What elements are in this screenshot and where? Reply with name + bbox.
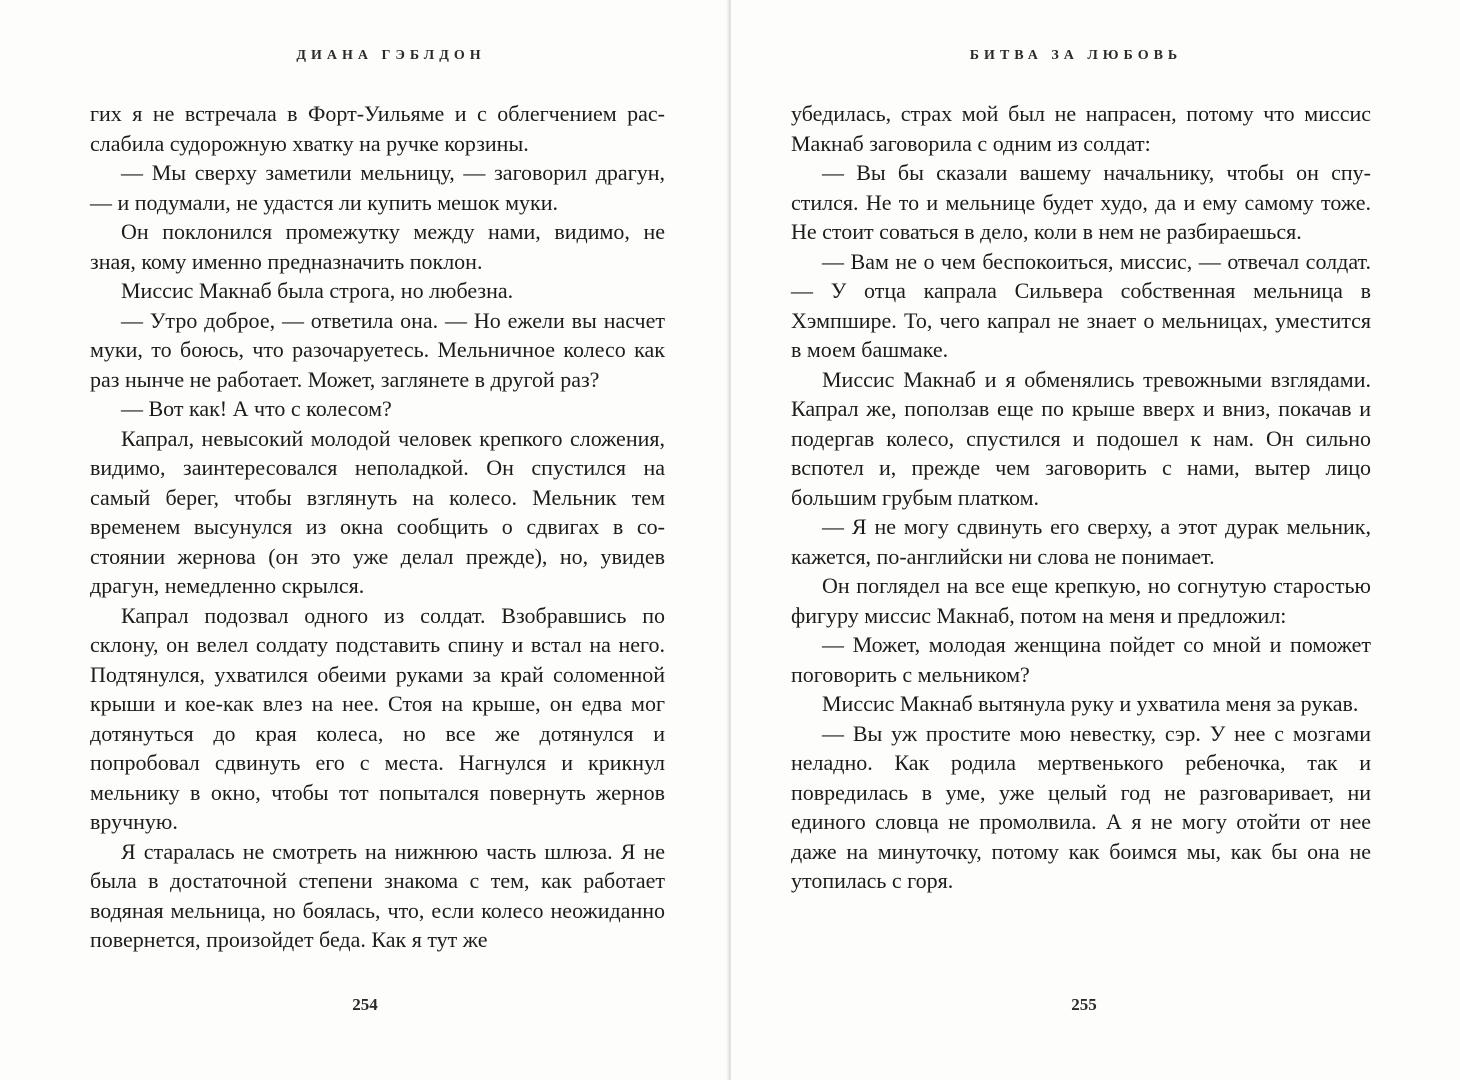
paragraph: Миссис Макнаб была строга, но любезна. [121,278,514,303]
paragraph: Он поглядел на все еще крепкую, но согнутую старостью фигуру миссис Макнаб, потом на меня и предложил: [791,573,1371,628]
paragraph: убедилась, страх мой был не напрасен, потому что миссис Макнаб заговорила с одним из солдат: [791,101,1371,156]
paragraph: гих я не встречала в Форт-Уильяме и с облегчением расслабила судорожную хватку на ручке корзины. [90,101,665,156]
right-page-text [791,99,1371,896]
paragraph: — Вы уж простите мою невестку, сэр. У нее с мозгами неладно. Как родила мертвенького ребеночка, так и повредилась в уме, уже целый год не разговаривает, ни единого словца не промолвила. А я не могу отойти от нее даже на минуточку, потому как боимся мы, как бы она не утопилась с горя. [791,720,1371,893]
paragraph: — Мы сверху заметили мельницу, — заговорил драгун, — и подумали, не удастся ли купить мешок муки. [90,160,665,215]
paragraph: — Утро доброе, — ответила она. — Но ежели вы насчет муки, то боюсь, что разочаруетесь. Мельничное колесо как раз нынче не работает. Может, заглянете в другой раз? [90,307,665,392]
left-page-text [90,99,665,955]
paragraph: Миссис Макнаб и я обменялись тревожными взглядами. Капрал же, поползав еще по крыше вверх и вниз, покачав и подергав колесо, спустился и подошел к нам. Он сильно вспотел и, прежде чем заговорить с нами, вытер лицо большим грубым платком. [791,366,1371,510]
page-number: 254 [352,995,378,1014]
right-page [731,0,1460,1080]
paragraph: — Вы бы сказали вашему начальнику, чтобы он спустился. Не то и мельнице будет худо, да и ему самому тоже. Не стоит соваться в дело, коли в нем не разбираешься. [791,160,1371,244]
paragraph: — Может, молодая женщина пойдет со мной и поможет поговорить с мельником? [791,632,1371,687]
running-head-title: БИТВА ЗА ЛЮБОВЬ [969,48,1183,63]
paragraph: Капрал, невысокий молодой человек крепкого сложения, видимо, заинтересовался неполадкой. Он спустился на самый берег, чтобы взглянуть на колесо. Мельник тем временем высунулся из окна сообщить о сдвигах в состоянии жернова (он это уже делал прежде), но, увидев драгун, немедленно скрылся. [90,425,665,598]
paragraph: Миссис Макнаб вытянула руку и ухватила меня за рукав. [822,691,1359,716]
paragraph: — Вот как! А что с колесом? [121,396,392,421]
paragraph: Он поклонился промежутку между нами, видимо, не зная, кому именно предназначить поклон. [90,219,665,274]
page-number: 255 [1071,995,1097,1014]
paragraph: — Вам не о чем беспокоиться, миссис, — отвечал солдат. — У отца капрала Сильвера собственная мельница в Хэмпшире. То, чего капрал не знает о мельницах, уместится в моем башмаке. [791,248,1371,362]
running-head-author: ДИАНА ГЭБЛДОН [296,48,486,63]
left-page [0,0,729,1080]
paragraph: Я старалась не смотреть на нижнюю часть шлюза. Я не была в достаточной степени знакома с тем, как работает водяная мельница, но боялась, что, если колесо неожиданно повернется, произойдет беда. Как я тут же [90,838,665,952]
paragraph: Капрал подозвал одного из солдат. Взобравшись по склону, он велел солдату подставить спину и встал на него. Подтянулся, ухватился обеими руками за край соломенной крыши и кое-как влез на нее. Стоя на крыше, он едва мог дотянуться до края колеса, но все же дотянулся и попробовал сдвинуть его с места. Нагнулся и крикнул мельнику в окно, чтобы тот попытался повернуть жернов вручную. [90,602,665,834]
paragraph: — Я не могу сдвинуть его сверху, а этот дурак мельник, кажется, по-английски ни слова не понимает. [791,514,1371,569]
